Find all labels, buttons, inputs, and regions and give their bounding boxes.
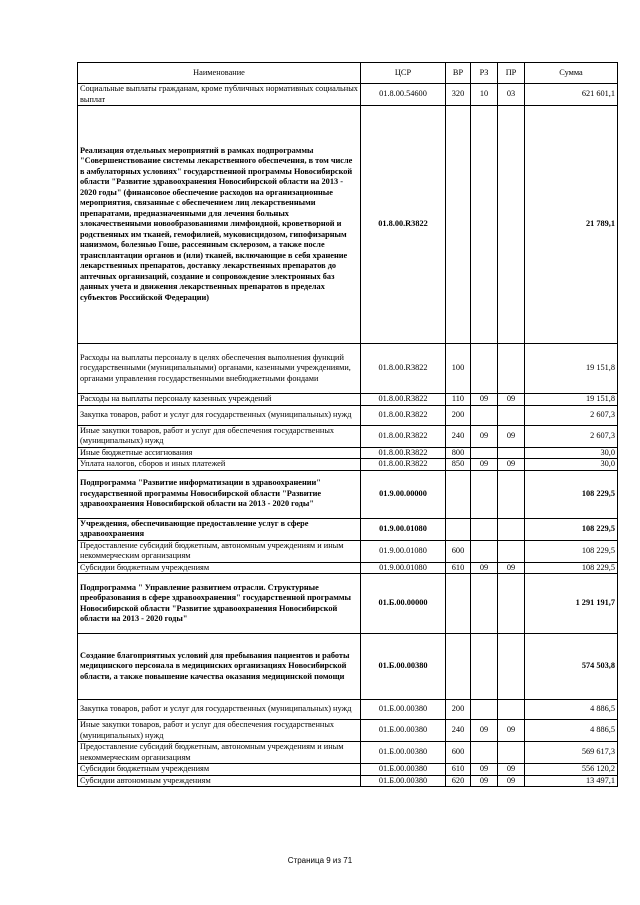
header-sum: Сумма — [525, 63, 618, 84]
cell-vr: 110 — [446, 394, 471, 406]
cell-rz: 09 — [471, 764, 498, 776]
cell-pr — [498, 470, 525, 518]
cell-rz — [471, 470, 498, 518]
table-row — [78, 459, 618, 471]
cell-pr — [498, 742, 525, 764]
cell-name: Иные бюджетные ассигнования — [78, 447, 361, 459]
cell-vr: 610 — [446, 764, 471, 776]
cell-sum: 556 120,2 — [525, 764, 618, 776]
table-row — [78, 106, 618, 344]
table-row — [78, 470, 618, 518]
cell-csr: 01.8.00.R3822 — [361, 394, 446, 406]
cell-csr: 01.Б.00.00380 — [361, 775, 446, 787]
cell-pr — [498, 540, 525, 562]
cell-sum: 21 789,1 — [525, 106, 618, 344]
cell-csr: 01.Б.00.00380 — [361, 742, 446, 764]
cell-rz: 09 — [471, 720, 498, 742]
cell-sum: 1 291 191,7 — [525, 574, 618, 634]
table-row — [78, 742, 618, 764]
cell-rz: 09 — [471, 394, 498, 406]
table-row — [78, 405, 618, 425]
cell-sum: 13 497,1 — [525, 775, 618, 787]
cell-pr: 09 — [498, 562, 525, 574]
cell-rz — [471, 106, 498, 344]
cell-csr: 01.8.00.R3822 — [361, 344, 446, 394]
cell-name: Субсидии автономным учреждениям — [78, 775, 361, 787]
cell-name: Предоставление субсидий бюджетным, автономным учреждениям и иным некоммерческим организациям — [78, 540, 361, 562]
cell-sum: 108 229,5 — [525, 518, 618, 540]
cell-vr: 240 — [446, 425, 471, 447]
cell-name: Субсидии бюджетным учреждениям — [78, 562, 361, 574]
cell-name: Субсидии бюджетным учреждениям — [78, 764, 361, 776]
header-pr: ПР — [498, 63, 525, 84]
cell-vr: 100 — [446, 344, 471, 394]
cell-csr: 01.8.00.54600 — [361, 84, 446, 106]
cell-vr — [446, 470, 471, 518]
cell-rz — [471, 447, 498, 459]
table-row — [78, 518, 618, 540]
cell-sum: 4 886,5 — [525, 720, 618, 742]
cell-vr: 620 — [446, 775, 471, 787]
cell-name: Учреждения, обеспечивающие предоставление услуг в сфере здравоохранения — [78, 518, 361, 540]
cell-csr: 01.8.00.R3822 — [361, 447, 446, 459]
cell-rz: 09 — [471, 459, 498, 471]
cell-vr: 240 — [446, 720, 471, 742]
cell-name: Подпрограмма " Управление развитием отрасли. Структурные преобразования в сфере здравоохранения" государственной программы Новосибирской области "Развитие здравоохранения Новосибирской области на 2013 - 2020 годы" — [78, 574, 361, 634]
cell-sum: 30,0 — [525, 447, 618, 459]
cell-rz — [471, 405, 498, 425]
cell-rz — [471, 518, 498, 540]
cell-vr: 800 — [446, 447, 471, 459]
table-row — [78, 574, 618, 634]
cell-name: Закупка товаров, работ и услуг для государственных (муниципальных) нужд — [78, 700, 361, 720]
cell-pr — [498, 405, 525, 425]
cell-rz: 10 — [471, 84, 498, 106]
cell-rz: 09 — [471, 425, 498, 447]
cell-sum: 574 503,8 — [525, 634, 618, 700]
cell-pr — [498, 574, 525, 634]
cell-csr: 01.8.00.R3822 — [361, 106, 446, 344]
cell-vr: 600 — [446, 540, 471, 562]
cell-vr — [446, 574, 471, 634]
cell-rz — [471, 344, 498, 394]
table-body — [78, 84, 618, 787]
cell-name: Иные закупки товаров, работ и услуг для обеспечения государственных (муниципальных) нужд — [78, 720, 361, 742]
cell-pr: 09 — [498, 720, 525, 742]
cell-csr: 01.9.00.01080 — [361, 540, 446, 562]
cell-pr — [498, 700, 525, 720]
cell-rz: 09 — [471, 775, 498, 787]
cell-pr: 09 — [498, 764, 525, 776]
cell-sum: 108 229,5 — [525, 562, 618, 574]
cell-csr: 01.9.00.01080 — [361, 518, 446, 540]
cell-vr: 200 — [446, 405, 471, 425]
table-row — [78, 764, 618, 776]
table-row — [78, 700, 618, 720]
cell-name: Создание благоприятных условий для пребывания пациентов и работы медицинского персонала в медицинских организациях Новосибирской области, а также повышение качества оказания медицинской помощи — [78, 634, 361, 700]
cell-pr — [498, 518, 525, 540]
cell-sum: 30,0 — [525, 459, 618, 471]
table-row — [78, 634, 618, 700]
cell-csr: 01.8.00.R3822 — [361, 425, 446, 447]
cell-rz — [471, 700, 498, 720]
cell-name: Реализация отдельных мероприятий в рамках подпрограммы "Совершенствование системы лекарственного обеспечения, в том числе в амбулаторных условиях" государственной программы Новосибирской области "Развитие здравоохранения Новосибирской области на 2013 - 2020 годы" (финансовое обеспечение расходов на организационные мероприятия, связанные с обеспечением лиц лекарственными препаратами, предназначенными для лечения больных злокачественными новообразованиями лимфоидной, кроветворной и родственных им тканей, гемофилией, муковисцидозом, гипофизарным нанизмом, болезнью Гоше, рассеянным склерозом, а также после трансплантации органов и (или) тканей, включающие в себя хранение лекарственных препаратов, доставку лекарственных препаратов до аптечных организаций, создание и сопровождение электронных баз данных учета и движения лекарственных препаратов в пределах субъектов Российской Федерации) — [78, 106, 361, 344]
cell-pr — [498, 344, 525, 394]
cell-pr — [498, 447, 525, 459]
cell-pr: 03 — [498, 84, 525, 106]
cell-vr: 610 — [446, 562, 471, 574]
cell-csr: 01.Б.00.00000 — [361, 574, 446, 634]
cell-name: Предоставление субсидий бюджетным, автономным учреждениям и иным некоммерческим организациям — [78, 742, 361, 764]
header-vr: ВР — [446, 63, 471, 84]
cell-csr: 01.9.00.00000 — [361, 470, 446, 518]
cell-sum: 19 151,8 — [525, 344, 618, 394]
cell-sum: 108 229,5 — [525, 540, 618, 562]
cell-vr: 200 — [446, 700, 471, 720]
table-row — [78, 562, 618, 574]
cell-csr: 01.Б.00.00380 — [361, 634, 446, 700]
cell-csr: 01.Б.00.00380 — [361, 700, 446, 720]
cell-sum: 4 886,5 — [525, 700, 618, 720]
budget-table — [77, 62, 618, 787]
cell-sum: 19 151,8 — [525, 394, 618, 406]
cell-name: Социальные выплаты гражданам, кроме публичных нормативных социальных выплат — [78, 84, 361, 106]
cell-vr: 850 — [446, 459, 471, 471]
page-number: Страница 9 из 71 — [287, 856, 353, 865]
cell-name: Расходы на выплаты персоналу в целях обеспечения выполнения функций государственными (муниципальными) органами, казенными учреждениями, органами управления государственными внебюджетными фондами — [78, 344, 361, 394]
cell-csr: 01.Б.00.00380 — [361, 720, 446, 742]
table-row — [78, 775, 618, 787]
table-row — [78, 84, 618, 106]
cell-name: Уплата налогов, сборов и иных платежей — [78, 459, 361, 471]
cell-name: Расходы на выплаты персоналу казенных учреждений — [78, 394, 361, 406]
cell-rz — [471, 540, 498, 562]
cell-csr: 01.Б.00.00380 — [361, 764, 446, 776]
table-row — [78, 425, 618, 447]
cell-csr: 01.8.00.R3822 — [361, 405, 446, 425]
cell-pr: 09 — [498, 394, 525, 406]
cell-sum: 2 607,3 — [525, 405, 618, 425]
cell-csr: 01.8.00.R3822 — [361, 459, 446, 471]
table-row — [78, 344, 618, 394]
cell-vr: 600 — [446, 742, 471, 764]
header-name: Наименование — [78, 63, 361, 84]
table-row — [78, 720, 618, 742]
table-row — [78, 540, 618, 562]
cell-sum: 621 601,1 — [525, 84, 618, 106]
cell-vr — [446, 634, 471, 700]
table-row — [78, 394, 618, 406]
cell-pr: 09 — [498, 425, 525, 447]
header-rz: РЗ — [471, 63, 498, 84]
header-csr: ЦСР — [361, 63, 446, 84]
cell-csr: 01.9.00.01080 — [361, 562, 446, 574]
cell-name: Закупка товаров, работ и услуг для государственных (муниципальных) нужд — [78, 405, 361, 425]
cell-rz — [471, 634, 498, 700]
cell-name: Подпрограмма "Развитие информатизации в здравоохранении" государственной программы Новосибирской области "Развитие здравоохранения Новосибирской области на 2013 - 2020 годы" — [78, 470, 361, 518]
cell-sum: 2 607,3 — [525, 425, 618, 447]
cell-vr — [446, 518, 471, 540]
cell-rz — [471, 574, 498, 634]
header-row — [78, 63, 618, 84]
cell-pr: 09 — [498, 775, 525, 787]
cell-vr: 320 — [446, 84, 471, 106]
cell-pr — [498, 634, 525, 700]
cell-vr — [446, 106, 471, 344]
cell-name: Иные закупки товаров, работ и услуг для обеспечения государственных (муниципальных) нужд — [78, 425, 361, 447]
cell-rz — [471, 742, 498, 764]
cell-sum: 108 229,5 — [525, 470, 618, 518]
cell-rz: 09 — [471, 562, 498, 574]
cell-pr — [498, 106, 525, 344]
table-row — [78, 447, 618, 459]
cell-sum: 569 617,3 — [525, 742, 618, 764]
cell-pr: 09 — [498, 459, 525, 471]
